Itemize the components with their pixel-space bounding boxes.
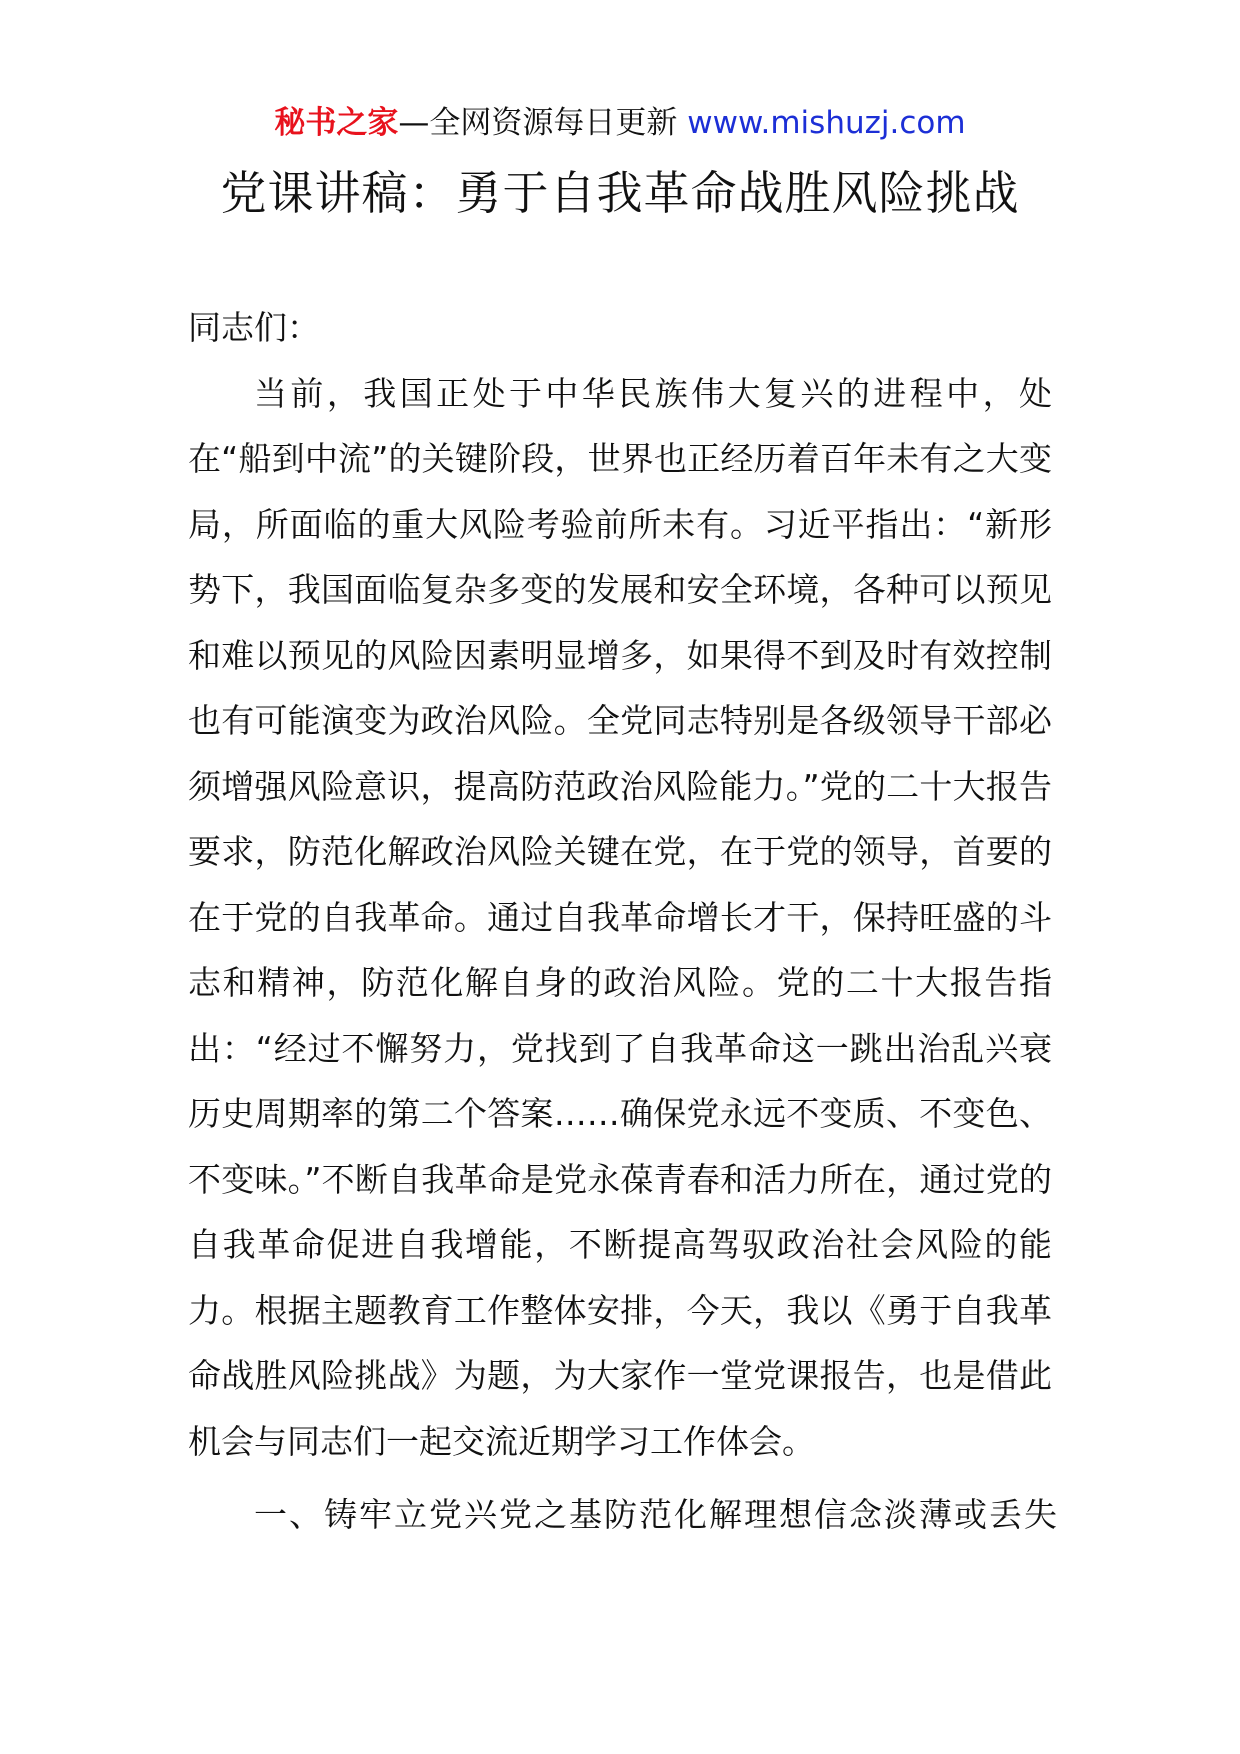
document-body [188,295,1059,1548]
document-title: 党课讲稿：勇于自我革命战胜风险挑战 [220,166,1020,220]
salutation: 同志们： [188,308,320,347]
banner-tagline: —全网资源每日更新 [398,105,688,141]
site-url[interactable]: www.mishuzj.com [687,105,966,141]
brand-name: 秘书之家 [274,105,399,141]
paragraph-intro: 当前，我国正处于中华民族伟大复兴的进程中，处在“船到中流”的关键阶段，世界也正经历着百年未有之大变局，所面临的重大风险考验前所未有。习近平指出：“新形势下，我国面临复杂多变的发展和安全环境，各种可以预见和难以预见的风险因素明显增多，如果得不到及时有效控制也有可能演变为政治风险。全党同志特别是各级领导干部必须增强风险意识，提高防范政治风险能力。”党的二十大报告要求，防范化解政治风险关键在党，在于党的领导，首要的在于党的自我革命。通过自我革命增长才干，保持旺盛的斗志和精神，防范化解自身的政治风险。党的二十大报告指出：“经过不懈努力，党找到了自我革命这一跳出治乱兴衰历史周期率的第二个答案……确保党永远不变质、不变色、不变味。”不断自我革命是党永葆青春和活力所在，通过党的自我革命促进自我增能，不断提高驾驭政治社会风险的能力。根据主题教育工作整体安排，今天，我以《勇于自我革命战胜风险挑战》为题，为大家作一堂党课报告，也是借此机会与同志们一起交流近期学习工作体会。 [188,373,1052,1461]
site-banner [0,100,1240,146]
section-heading-1: 一、铸牢立党兴党之基防范化解理想信念淡薄或丢失 [254,1495,1059,1534]
